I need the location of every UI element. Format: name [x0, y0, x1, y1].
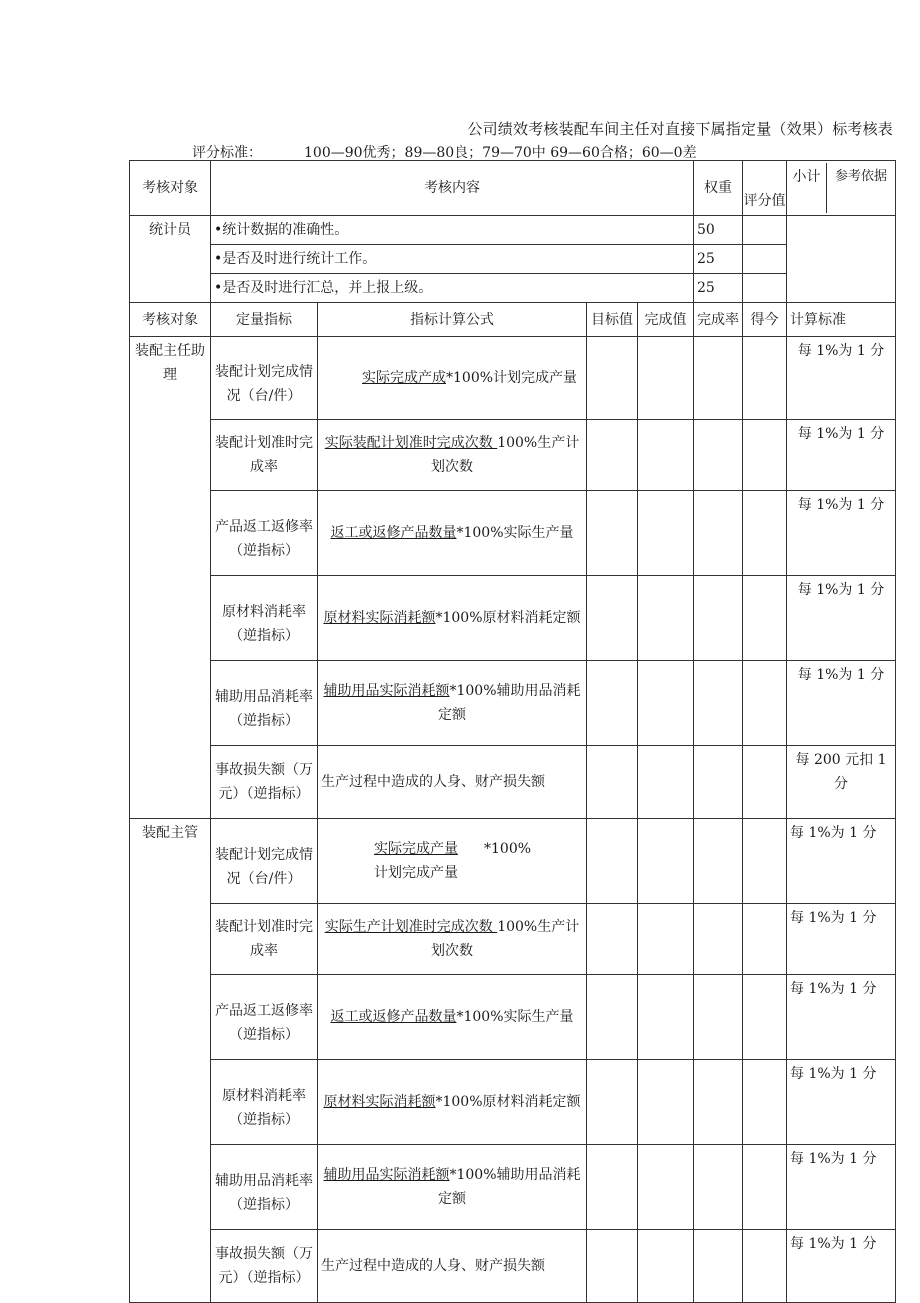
- indicator-formula: [318, 420, 587, 491]
- indicator-formula: [318, 661, 587, 746]
- formula-rest: *100%实际生产量: [456, 1009, 574, 1025]
- formula-rest: *100%原材料消耗定额: [435, 1094, 581, 1110]
- completed-value-cell: [638, 661, 694, 746]
- statistician-item-content: •是否及时进行统计工作。: [211, 245, 694, 274]
- statistician-subtotal-basis: [787, 216, 896, 303]
- assessment-table: [129, 160, 896, 1303]
- score-cell: [743, 904, 787, 975]
- indicator-row: [130, 337, 896, 420]
- completion-rate-cell: [694, 904, 743, 975]
- completion-rate-cell: [694, 746, 743, 819]
- score-standard-label: 评分标准：: [192, 145, 262, 161]
- header2-completion-rate: 完成率: [694, 303, 743, 337]
- header2-calc-standard: 计算标准: [787, 303, 896, 337]
- completed-value-cell: [638, 746, 694, 819]
- document-title: 公司绩效考核装配车间主任对直接下属指定量（效果）标考核表: [467, 120, 893, 138]
- target-value-cell: [587, 975, 638, 1060]
- target-value-cell: [587, 491, 638, 576]
- calc-standard: 每 1%为 1 分: [787, 420, 896, 491]
- group-name: 装配主管: [130, 819, 211, 1303]
- formula-numerator: 实际生产计划准时完成次数: [324, 919, 498, 935]
- statistician-row: [130, 245, 896, 274]
- calc-standard: 每 1%为 1 分: [787, 1060, 896, 1145]
- calc-standard: 每 1%为 1 分: [787, 661, 896, 746]
- score-cell: [743, 337, 787, 420]
- score-cell: [743, 975, 787, 1060]
- indicator-formula: [318, 1230, 587, 1303]
- completion-rate-cell: [694, 1230, 743, 1303]
- formula-numerator: 原材料实际消耗额: [323, 610, 436, 626]
- indicator-formula: [318, 819, 587, 904]
- score-cell: [743, 661, 787, 746]
- indicator-name: 原材料消耗率（逆指标）: [211, 576, 318, 661]
- indicator-formula: [318, 1060, 587, 1145]
- calc-standard: 每 1%为 1 分: [787, 819, 896, 904]
- header2-target-value: 目标值: [587, 303, 638, 337]
- formula-rest: *100%辅助用品消耗定额: [438, 683, 581, 723]
- statistician-item-score: [743, 245, 787, 274]
- formula-numerator: 辅助用品实际消耗额: [323, 683, 450, 699]
- formula-rest: 生产过程中造成的人身、财产损失额: [321, 774, 545, 790]
- indicator-name: 装配计划准时完成率: [211, 420, 318, 491]
- completed-value-cell: [638, 1145, 694, 1230]
- score-cell: [743, 420, 787, 491]
- target-value-cell: [587, 661, 638, 746]
- completed-value-cell: [638, 904, 694, 975]
- score-cell: [743, 746, 787, 819]
- target-value-cell: [587, 904, 638, 975]
- completion-rate-cell: [694, 661, 743, 746]
- statistician-name: 统计员: [130, 216, 211, 303]
- formula-numerator: 辅助用品实际消耗额: [323, 1167, 450, 1183]
- completion-rate-cell: [694, 420, 743, 491]
- formula-rest: *100%: [484, 841, 532, 857]
- header-content: 考核内容: [211, 161, 694, 216]
- completion-rate-cell: [694, 975, 743, 1060]
- indicator-row: [130, 420, 896, 491]
- indicator-row: [130, 904, 896, 975]
- statistician-item-content: •是否及时进行汇总，并上报上级。: [211, 274, 694, 303]
- completion-rate-cell: [694, 819, 743, 904]
- indicator-row: [130, 576, 896, 661]
- calc-standard: 每 1%为 1 分: [787, 1230, 896, 1303]
- formula-rest: *100%计划完成产量: [446, 370, 578, 386]
- statistician-item-score: [743, 274, 787, 303]
- statistician-item-weight: 25: [694, 245, 743, 274]
- target-value-cell: [587, 1230, 638, 1303]
- indicator-row: [130, 1230, 896, 1303]
- score-cell: [743, 1230, 787, 1303]
- indicator-formula: [318, 975, 587, 1060]
- header2-target: 考核对象: [130, 303, 211, 337]
- formula-numerator: 返工或返修产品数量: [330, 525, 457, 541]
- calc-standard: 每 1%为 1 分: [787, 904, 896, 975]
- formula-rest: 100%生产计划次数: [431, 919, 580, 959]
- indicator-row: [130, 819, 896, 904]
- completion-rate-cell: [694, 491, 743, 576]
- indicator-name: 装配计划完成情况（台/件）: [211, 337, 318, 420]
- statistician-item-weight: 25: [694, 274, 743, 303]
- score-cell: [743, 819, 787, 904]
- statistician-item-weight: 50: [694, 216, 743, 245]
- indicator-name: 辅助用品消耗率（逆指标）: [211, 1145, 318, 1230]
- header-subtotal-basis: [787, 161, 896, 216]
- formula-rest: *100%实际生产量: [456, 525, 574, 541]
- completion-rate-cell: [694, 337, 743, 420]
- header2-indicator: 定量指标: [211, 303, 318, 337]
- completion-rate-cell: [694, 576, 743, 661]
- formula-numerator: 实际完成产成: [362, 370, 446, 386]
- header-basis: 参考依据: [834, 169, 887, 184]
- target-value-cell: [587, 337, 638, 420]
- indicator-name: 事故损失额（万元）（逆指标）: [211, 746, 318, 819]
- header-row-1: [130, 161, 896, 216]
- indicator-row: [130, 1145, 896, 1230]
- indicator-name: 产品返工返修率（逆指标）: [211, 975, 318, 1060]
- indicator-name: 装配计划完成情况（台/件）: [211, 819, 318, 904]
- header-weight: 权重: [694, 161, 743, 216]
- formula-numerator: 实际完成产量: [374, 841, 458, 857]
- group-name: 装配主任助理: [130, 337, 211, 819]
- completed-value-cell: [638, 975, 694, 1060]
- score-cell: [743, 491, 787, 576]
- statistician-row: [130, 274, 896, 303]
- calc-standard: 每 1%为 1 分: [787, 1145, 896, 1230]
- formula-rest: *100%辅助用品消耗定额: [438, 1167, 581, 1207]
- indicator-formula: [318, 491, 587, 576]
- completed-value-cell: [638, 819, 694, 904]
- completed-value-cell: [638, 576, 694, 661]
- header-subtotal: 小计: [787, 163, 827, 213]
- target-value-cell: [587, 1060, 638, 1145]
- indicator-name: 装配计划准时完成率: [211, 904, 318, 975]
- header2-completed-value: 完成值: [638, 303, 694, 337]
- calc-standard: 每 1%为 1 分: [787, 576, 896, 661]
- header-score-value: 评分值: [743, 161, 787, 216]
- statistician-row: [130, 216, 896, 245]
- score-standard: [192, 142, 697, 162]
- target-value-cell: [587, 420, 638, 491]
- header2-formula: 指标计算公式: [318, 303, 587, 337]
- indicator-name: 事故损失额（万元）（逆指标）: [211, 1230, 318, 1303]
- formula-denominator: 计划完成产量: [374, 865, 458, 881]
- target-value-cell: [587, 819, 638, 904]
- indicator-formula: [318, 746, 587, 819]
- completed-value-cell: [638, 1230, 694, 1303]
- header-row-2: [130, 303, 896, 337]
- formula-numerator: 实际装配计划准时完成次数: [324, 435, 498, 451]
- indicator-formula: [318, 576, 587, 661]
- score-cell: [743, 1060, 787, 1145]
- indicator-formula: [318, 1145, 587, 1230]
- indicator-row: [130, 491, 896, 576]
- completed-value-cell: [638, 337, 694, 420]
- calc-standard: 每 200 元扣 1 分: [787, 746, 896, 819]
- formula-numerator: 原材料实际消耗额: [323, 1094, 436, 1110]
- formula-rest: 100%生产计划次数: [431, 435, 580, 475]
- calc-standard: 每 1%为 1 分: [787, 337, 896, 420]
- completed-value-cell: [638, 1060, 694, 1145]
- score-standard-text: 100—90优秀；89—80良；79—70中 69—60合格；60—0差: [304, 145, 697, 161]
- header2-score: 得今: [743, 303, 787, 337]
- indicator-formula: [318, 337, 587, 420]
- indicator-row: [130, 975, 896, 1060]
- indicator-name: 辅助用品消耗率（逆指标）: [211, 661, 318, 746]
- indicator-row: [130, 1060, 896, 1145]
- indicator-name: 原材料消耗率（逆指标）: [211, 1060, 318, 1145]
- target-value-cell: [587, 746, 638, 819]
- statistician-item-content: •统计数据的准确性。: [211, 216, 694, 245]
- formula-numerator: 返工或返修产品数量: [330, 1009, 457, 1025]
- completion-rate-cell: [694, 1145, 743, 1230]
- target-value-cell: [587, 576, 638, 661]
- indicator-formula: [318, 904, 587, 975]
- calc-standard: 每 1%为 1 分: [787, 491, 896, 576]
- completed-value-cell: [638, 491, 694, 576]
- calc-standard: 每 1%为 1 分: [787, 975, 896, 1060]
- header-target: 考核对象: [130, 161, 211, 216]
- indicator-row: [130, 661, 896, 746]
- target-value-cell: [587, 1145, 638, 1230]
- score-cell: [743, 1145, 787, 1230]
- completed-value-cell: [638, 420, 694, 491]
- formula-rest: *100%原材料消耗定额: [435, 610, 581, 626]
- score-cell: [743, 576, 787, 661]
- indicator-row: [130, 746, 896, 819]
- completion-rate-cell: [694, 1060, 743, 1145]
- indicator-name: 产品返工返修率（逆指标）: [211, 491, 318, 576]
- formula-rest: 生产过程中造成的人身、财产损失额: [321, 1258, 545, 1274]
- statistician-item-score: [743, 216, 787, 245]
